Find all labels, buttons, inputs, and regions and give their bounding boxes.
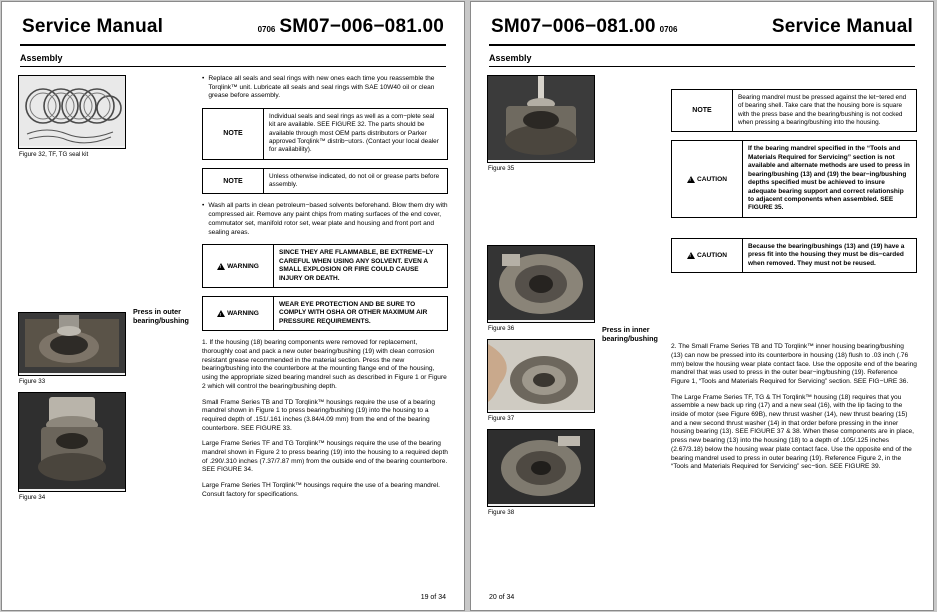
page-right-code-big: SM07−006−081.00 [491,16,656,37]
side-label-press-inner-bearing: Press in inner bearing/bushing [602,325,658,344]
warning-label-cell [203,245,274,287]
figure-33-caption: Figure 33 [19,378,46,385]
caution-text: If the bearing mandrel specified in the “Tools and Materials Required for Servicing” section is not available and alternate methods are used to press in bearing/bushing (13) and (19) the bear−ing/bushing depths specified must be achieved to insure adequate bearing support and correct relationship to adjacent components when assembled. SEE FIGURE 35. [748,145,910,212]
figure-32-image [18,75,126,149]
warning-box [202,244,448,288]
bullet-item [202,202,448,237]
warning-text: SINCE THEY ARE FLAMMABLE, BE EXTREME−LY CAREFUL WHEN USING ANY SOLVENT. EVEN A SMALL EXPLOSION OR FIRE COULD CAUSE INJURY OR DEATH. [279,249,434,282]
paragraph: The Large Frame Series TF, TG & TH Torqlink™ housing (18) requires that you assemble a new back up ring (17) and a new seal (16), with the lip facing to the inside of motor (see Figure 69B), new thrust washer (14), new thrust bearing (15) and a new second thrust washer (14) in that order before pressing in the inner housing bearing (13). SEE FIGURE 37 & 38. When these components are in place, press new bearing (13) into the housing (18) to a depth of .105/.125 inches (2.67/3.18) below the housing wear plate contact face. Use the opposite end of the bearing mandrel used to press in outer bearing (19). Reference Figure 2, in the “Tools and Materials Required for Servicing” sec−tion. SEE FIGURE 39. [671,393,915,471]
body-column-left [202,75,448,508]
page-right-footer: 20 of 34 [489,594,515,601]
paragraph: Large Frame Series TF and TG Torqlink™ housings require the use of the bearing mandrel shown in Figure 2 to press bearing (19) into the housing to a required depth of .290/.310 inches (7.37/7.87 mm) from the outside end of the bearing counterbore. SEE FIGURE 34. [202,440,448,474]
figure-34-caption: Figure 34 [19,494,46,501]
note-box [202,108,448,160]
figure-36-caption: Figure 36 [488,325,515,332]
body-column-right [671,75,917,523]
warning-box [202,296,448,331]
figure-34-image [18,392,126,492]
warning-triangle-icon [687,252,695,259]
figure-35-image [487,75,595,163]
warning-label-cell [203,297,274,330]
note-label: NOTE [203,169,264,194]
figure-36-image [487,245,595,323]
bullet-text: Replace all seals and seal rings with new ones each time you reassemble the Torqlink™ unit. Lubricate all seals and seal rings with SAE 10W40 oil or clean grease before assembly. [208,75,435,100]
warning-text: WEAR EYE PROTECTION AND BE SURE TO COMPLY WITH OSHA OR OTHER MAXIMUM AIR PRESSURE REQUIREMENTS. [279,300,428,325]
paragraph: Large Frame Series TH Torqlink™ housings require the use of a bearing mandrel. Consult factory for specifications. [202,482,440,498]
paragraph: 2. The Small Frame Series TB and TD Torqlink™ inner housing bearing/bushing (13) can now be pressed into its counterbore in housing (18) flush to .03 inch (.76 mm) below the housing wear plate contact face. Use the opposite end of the bearing mandrel that was used to press in the outer bear−ing/bushing (19). Reference Figure 1, “Tools and Materials Required for Servicing” section. SEE FIG−URE 36. [671,343,917,385]
header-divider [20,44,446,46]
note-text: Individual seals and seal rings as well as a com−plete seal kit are available. SEE FIGURE 32. The parts should be available through most OEM parts distributors or Parker approved Torqlink™ distrib−utors. (Contact your local dealer for availability). [269,113,439,154]
figure-35-caption: Figure 35 [488,165,515,172]
figure-37-image [487,339,595,413]
section-title-assembly: Assembly [20,53,63,63]
warning-triangle-icon [217,310,225,317]
caution-label: CAUTION [696,251,728,259]
section-title-assembly: Assembly [489,53,532,63]
paragraph: Small Frame Series TB and TD Torqlink™ housings require the use of a bearing mandrel shown in Figure 1 to press bearing/bushing (19) into the housing to a required depth of .151/.161 inches (3.84/4.09 mm) from the end of the bearing counterbore. SEE FIGURE 33. [202,398,436,432]
header-divider [489,44,915,46]
page-left [1,1,465,611]
note-label: NOTE [203,109,264,159]
note-box [671,89,917,132]
bullet-text: Wash all parts in clean petroleum−based solvents beforehand. Blow them dry with compressed air. Remove any paint chips from mating surfaces of the end cover, commutator set, manifold rotor set, wear plate and housing and front port and sealing areas. [208,202,448,236]
bullet-dot-icon: • [202,202,205,210]
page-left-code-small: 0706 [257,25,276,34]
page-left-title: Service Manual [22,16,164,37]
warning-triangle-icon [217,263,225,270]
figure-32-caption: Figure 32, TF, TG seal kit [19,151,89,158]
page-right-code-small: 0706 [659,25,678,34]
bullet-item [202,75,448,101]
page-left-header [18,16,448,38]
warning-triangle-icon [687,176,695,183]
warning-label: WARNING [227,310,259,318]
page-right-title: Service Manual [771,16,913,37]
caution-label-cell [672,239,743,272]
warning-label: WARNING [227,262,259,270]
page-left-code-big: SM07−006−081.00 [279,16,444,37]
caution-box [671,238,917,273]
figure-column-right [487,75,595,523]
caution-box [671,140,917,218]
note-label: NOTE [672,90,733,131]
section-divider [489,66,915,67]
side-label-column-left [133,75,195,508]
page-right-header [487,16,917,38]
note-box [202,168,448,195]
paragraph: 1. If the housing (18) bearing components were removed for replacement, thoroughly coat and pack a new outer bearing/bushing (19) with clean corrosion resistant grease recommended in the material section. Press the new bearing/bushing into the counterbore at the mounting flange end of the housing, using the appropriate sized bearing mandrel such as described in Figure 1 or Figure 2 which will control the bearing/bushing depth. [202,339,447,390]
figure-33-image [18,312,126,376]
note-text: Unless otherwise indicated, do not oil or grease parts before assembly. [269,172,440,189]
caution-label-cell [672,141,743,217]
figure-38-caption: Figure 38 [488,509,515,516]
caution-label: CAUTION [696,175,728,183]
figure-column-left [18,75,126,508]
page-right [470,1,934,611]
side-label-column-right [602,75,664,523]
figure-38-image [487,429,595,507]
note-text: Bearing mandrel must be pressed against the let−tered end of bearing shell. Take care that the housing bore is square with the press base and the bearing/bushing is not cocked when pressing a bearing/bushing into the housing. [738,94,907,126]
section-divider [20,66,446,67]
side-label-press-outer-bearing: Press in outer bearing/bushing [133,307,189,326]
bullet-dot-icon: • [202,75,205,82]
caution-text: Because the bearing/bushings (13) and (19) have a press fit into the housing they must be dis−carded when removed. They must not be reused. [748,242,905,267]
page-left-footer: 19 of 34 [420,594,446,601]
figure-37-caption: Figure 37 [488,415,515,422]
